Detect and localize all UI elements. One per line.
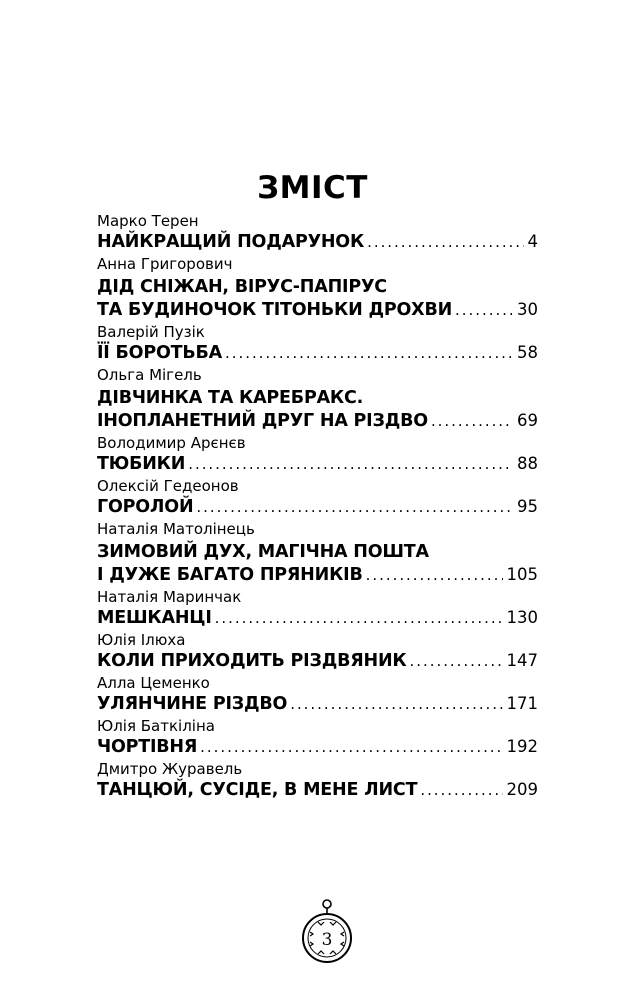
entry-title-row [97, 497, 538, 517]
entry-title-row [97, 780, 538, 800]
toc-entry[interactable] [97, 323, 538, 363]
dot-leader [367, 233, 523, 251]
entry-title-row [97, 565, 538, 585]
entry-title: ЧОРТІВНЯ [97, 737, 198, 757]
dot-leader [200, 738, 502, 756]
entry-title-row [97, 343, 538, 363]
toc-entry[interactable] [97, 631, 538, 671]
dot-leader [455, 301, 513, 319]
entry-page-number: 105 [506, 565, 538, 584]
toc-entry[interactable] [97, 520, 538, 585]
toc-entry[interactable] [97, 588, 538, 628]
page-number: 3 [321, 930, 333, 950]
entry-author: Наталія Матолінець [97, 520, 255, 538]
entry-title: КОЛИ ПРИХОДИТЬ РІЗДВЯНИК [97, 651, 407, 671]
page-number-emblem [301, 898, 353, 964]
entry-title-row [97, 411, 538, 431]
dot-leader [410, 652, 503, 670]
entry-page-number: 4 [527, 232, 538, 251]
toc-entry[interactable] [97, 366, 538, 431]
toc-entry[interactable] [97, 760, 538, 800]
entry-title: ЇЇ БОРОТЬБА [97, 343, 222, 363]
toc-entry[interactable] [97, 477, 538, 517]
entry-title: ТА БУДИНОЧОК ТІТОНЬКИ ДРОХВИ [97, 300, 453, 320]
entry-title-row [97, 454, 538, 474]
entry-page-number: 171 [506, 694, 538, 713]
entry-author: Марко Терен [97, 212, 199, 230]
entry-page-number: 130 [506, 608, 538, 627]
entry-title: ТЮБИКИ [97, 454, 186, 474]
dot-leader [188, 455, 513, 473]
entry-title: МЕШКАНЦІ [97, 608, 212, 628]
entry-title: НАЙКРАЩИЙ ПОДАРУНОК [97, 232, 365, 252]
entry-page-number: 30 [517, 300, 538, 319]
entry-page-number: 209 [506, 780, 538, 799]
entry-author: Наталія Маринчак [97, 588, 242, 606]
toc-entry[interactable] [97, 717, 538, 757]
dot-leader [215, 609, 503, 627]
entry-title: ТАНЦЮЙ, СУСІДЕ, В МЕНЕ ЛИСТ [97, 780, 418, 800]
entry-title: ДІД СНІЖАН, ВІРУС-ПАПІРУС [97, 277, 387, 297]
entry-author: Юлія Ілюха [97, 631, 186, 649]
dot-leader [225, 344, 513, 362]
entry-page-number: 58 [517, 343, 538, 362]
entry-title: ГОРОЛОЙ [97, 497, 194, 517]
entry-author: Олексій Гедеонов [97, 477, 239, 495]
toc-entry[interactable] [97, 434, 538, 474]
entry-page-number: 192 [506, 737, 538, 756]
entry-title-row [97, 651, 538, 671]
toc-entry[interactable] [97, 212, 538, 252]
dot-leader [196, 498, 513, 516]
entry-page-number: 147 [506, 651, 538, 670]
entry-title: ДІВЧИНКА ТА КАРЕБРАКС. [97, 388, 364, 408]
entry-author: Юлія Баткіліна [97, 717, 215, 735]
page-title: ЗМІСТ [257, 170, 368, 206]
entry-author: Валерій Пузік [97, 323, 205, 341]
dot-leader [366, 566, 503, 584]
entry-author: Володимир Арєнєв [97, 434, 246, 452]
entry-title-row [97, 737, 538, 757]
entry-author: Ольга Мігель [97, 366, 202, 384]
dot-leader [290, 695, 502, 713]
entry-title-row [97, 608, 538, 628]
dot-leader [420, 781, 502, 799]
toc-entry[interactable] [97, 674, 538, 714]
entry-title-row [97, 694, 538, 714]
dot-leader [431, 412, 513, 430]
entry-page-number: 69 [517, 411, 538, 430]
entry-title: ЗИМОВИЙ ДУХ, МАГІЧНА ПОШТА [97, 542, 429, 562]
entry-author: Дмитро Журавель [97, 760, 243, 778]
entry-title-row [97, 300, 538, 320]
entry-author: Анна Григорович [97, 255, 233, 273]
entry-title: І ДУЖЕ БАГАТО ПРЯНИКІВ [97, 565, 363, 585]
entry-page-number: 88 [517, 454, 538, 473]
entry-author: Алла Цеменко [97, 674, 210, 692]
toc-entry[interactable] [97, 255, 538, 320]
entry-page-number: 95 [517, 497, 538, 516]
table-of-contents [97, 212, 538, 800]
entry-title: ІНОПЛАНЕТНИЙ ДРУГ НА РІЗДВО [97, 411, 428, 431]
entry-title-row [97, 232, 538, 252]
entry-title: УЛЯНЧИНЕ РІЗДВО [97, 694, 288, 714]
